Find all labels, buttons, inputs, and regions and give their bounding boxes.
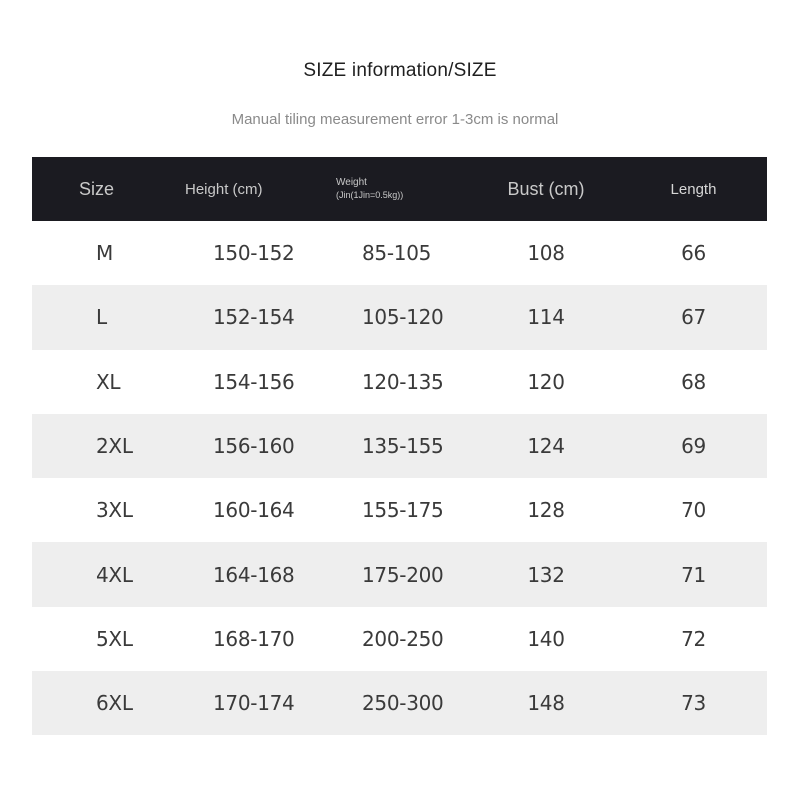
cell-weight: 155-175: [362, 498, 444, 523]
table-row: [32, 285, 767, 349]
cell-height: 168-170: [213, 626, 295, 651]
cell-weight: 85-105: [362, 241, 432, 266]
cell-size: 4XL: [96, 562, 133, 587]
table-row: [32, 671, 767, 735]
cell-size: 3XL: [96, 498, 133, 523]
cell-bust: 120: [527, 369, 565, 394]
cell-length: 66: [681, 241, 706, 266]
cell-length: 70: [681, 498, 706, 523]
cell-length: 71: [681, 562, 706, 587]
cell-size: M: [96, 241, 113, 266]
cell-length: 68: [681, 369, 706, 394]
measurement-note: Manual tiling measurement error 1-3cm is normal: [231, 111, 559, 128]
table-row: [32, 350, 767, 414]
cell-height: 156-160: [213, 434, 295, 459]
cell-weight: 200-250: [362, 626, 444, 651]
page-title: SIZE information/SIZE: [303, 60, 497, 81]
header-bust: Bust (cm): [507, 178, 585, 199]
cell-length: 69: [681, 434, 706, 459]
cell-height: 170-174: [213, 691, 295, 716]
cell-size: 5XL: [96, 626, 133, 651]
cell-length: 72: [681, 626, 706, 651]
header-size: Size: [79, 178, 115, 199]
cell-bust: 124: [527, 434, 565, 459]
cell-height: 164-168: [213, 562, 295, 587]
table-body: [32, 221, 767, 735]
cell-bust: 148: [527, 691, 565, 716]
cell-size: 6XL: [96, 691, 133, 716]
size-chart-table: [32, 157, 767, 735]
table-row: [32, 414, 767, 478]
cell-length: 73: [681, 691, 706, 716]
cell-height: 150-152: [213, 241, 295, 266]
header-height: Height (cm): [185, 180, 263, 198]
cell-height: 160-164: [213, 498, 295, 523]
cell-bust: 140: [527, 626, 565, 651]
table-row: [32, 607, 767, 671]
cell-weight: 120-135: [362, 369, 444, 394]
cell-size: 2XL: [96, 434, 133, 459]
cell-weight: 105-120: [362, 305, 444, 330]
table-row: [32, 542, 767, 606]
cell-height: 152-154: [213, 305, 295, 330]
cell-weight: 250-300: [362, 691, 444, 716]
table-row: [32, 221, 767, 285]
table-row: [32, 478, 767, 542]
cell-bust: 114: [527, 305, 565, 330]
header-weight: [327, 157, 472, 221]
cell-size: XL: [96, 369, 121, 394]
cell-bust: 108: [527, 241, 565, 266]
cell-size: L: [96, 305, 107, 330]
cell-weight: 175-200: [362, 562, 444, 587]
header-length: Length: [670, 180, 717, 198]
table-header: [32, 157, 767, 221]
cell-height: 154-156: [213, 369, 295, 394]
cell-length: 67: [681, 305, 706, 330]
cell-weight: 135-155: [362, 434, 444, 459]
cell-bust: 128: [527, 498, 565, 523]
header-weight-unit: (Jin(1Jin=0.5kg)): [336, 190, 404, 200]
header-row: [32, 157, 767, 221]
header-weight-label: Weight: [336, 177, 367, 188]
cell-bust: 132: [527, 562, 565, 587]
